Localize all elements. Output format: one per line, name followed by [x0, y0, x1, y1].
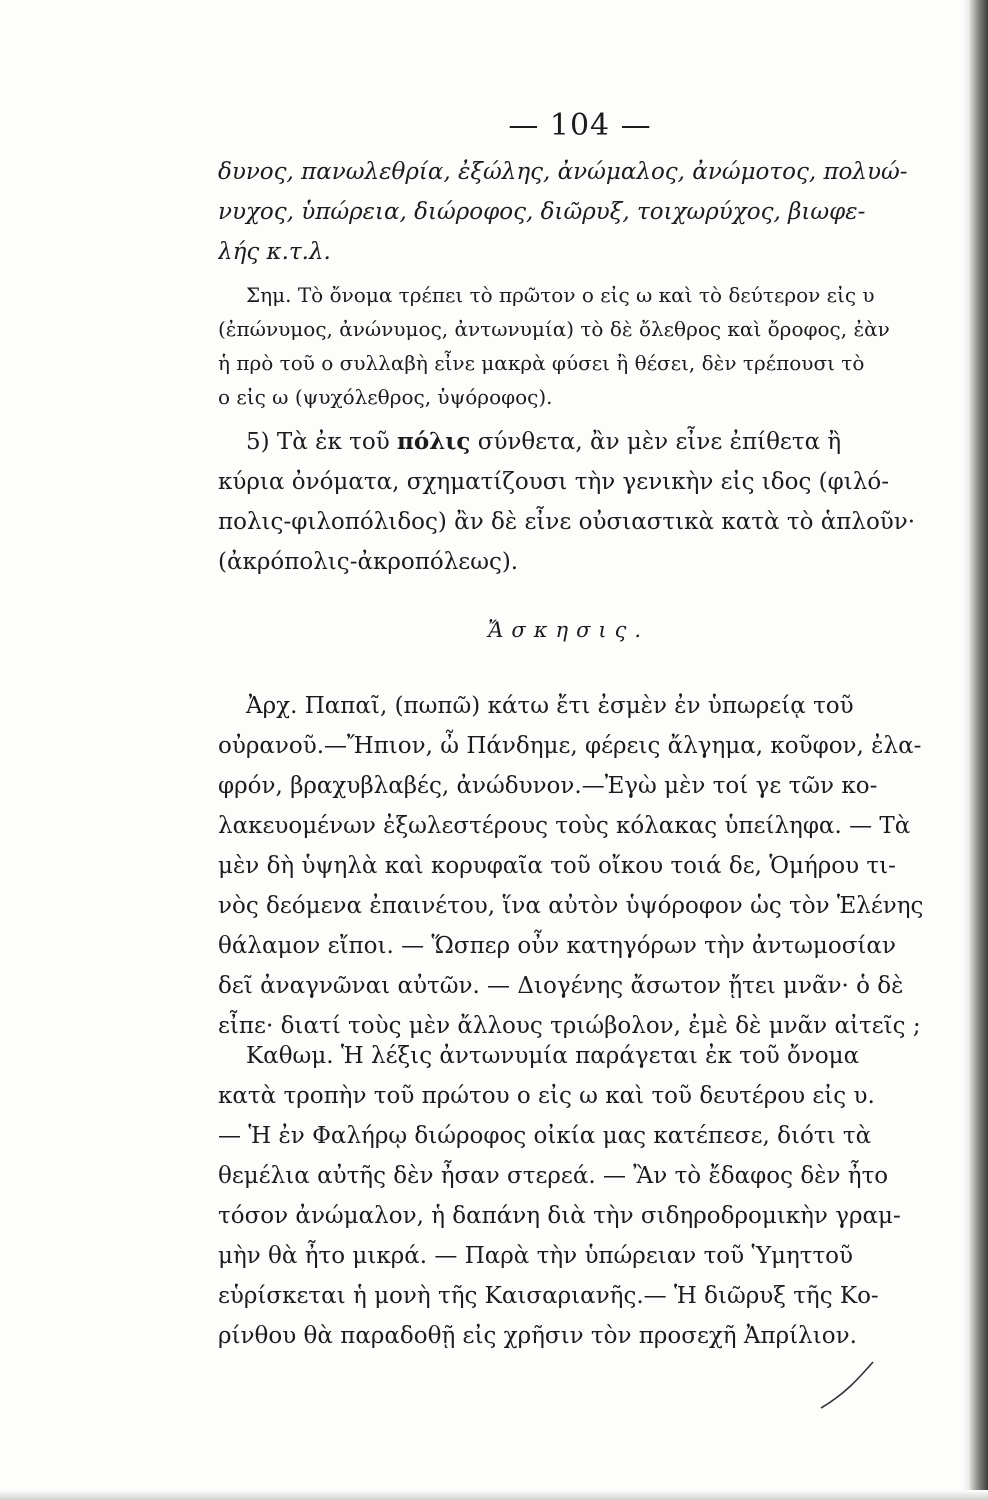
text-line: ἡ πρὸ τοῦ ο συλλαβὴ εἶνε μακρὰ φύσει ἢ θέσει, δὲν τρέπουσι τὸ	[218, 351, 865, 375]
rule-number: 5)	[246, 429, 270, 455]
text-line: θεμέλια αὐτῆς δὲν ἦσαν στερεά. — Ἂν τὸ ἔδαφος δὲν ἦτο	[218, 1163, 889, 1189]
exercise-modern-text	[218, 1036, 958, 1356]
text-line: κατὰ τροπὴν τοῦ πρώτου ο εἰς ω καὶ τοῦ δευτέρου εἰς υ.	[218, 1083, 875, 1109]
text-line: ρίνθου θὰ παραδοθῇ εἰς χρῆσιν τὸν προσεχῆ Ἀπρίλιον.	[218, 1323, 857, 1349]
text-line: Ἀρχ. Παπαῖ, (πωπῶ) κάτω ἔτι ἐσμὲν ἐν ὑπωρείᾳ τοῦ	[246, 693, 854, 719]
rule-5-paragraph	[218, 422, 958, 582]
text-line: δεῖ ἀναγνῶναι αὐτῶν. — Διογένης ἄσωτον ᾔτει μνᾶν· ὁ δὲ	[218, 973, 904, 999]
text-line: εὑρίσκεται ἡ μονὴ τῆς Καισαριανῆς.— Ἡ διῶρυξ τῆς Κο-	[218, 1283, 879, 1309]
text-line: νυχος, ὑπώρεια, διώροφος, διῶρυξ, τοιχωρύχος, βιωφε-	[218, 199, 866, 225]
rule-first-line	[218, 422, 958, 462]
text-line: οὐρανοῦ.—Ἤπιον, ὦ Πάνδημε, φέρεις ἄλγημα, κοῦφον, ἐλα-	[218, 733, 922, 759]
rule-text: σύνθετα, ἂν μὲν εἶνε ἐπίθετα ἢ	[477, 429, 842, 455]
text-line: ο εἰς ω (ψυχόλεθρος, ὑψόροφος).	[218, 385, 553, 409]
text-line: μὴν θὰ ἦτο μικρά. — Παρὰ τὴν ὑπώρειαν τοῦ Ὑμηττοῦ	[218, 1243, 854, 1269]
exercise-heading: Ἄσκησις.	[488, 618, 650, 642]
text-line: Καθωμ. Ἡ λέξις ἀντωνυμία παράγεται ἐκ τοῦ ὄνομα	[246, 1043, 860, 1069]
end-flourish-icon	[815, 1360, 875, 1410]
paragraph-word-list	[218, 152, 958, 272]
text-line: τόσον ἀνώμαλον, ἡ δαπάνη διὰ τὴν σιδηροδρομικὴν γραμ-	[218, 1203, 901, 1229]
note-paragraph	[218, 278, 958, 414]
text-line: μὲν δὴ ὑψηλὰ καὶ κορυφαῖα τοῦ οἴκου τοιά δε, Ὁμήρου τι-	[218, 853, 896, 879]
text-line: Σημ. Τὸ ὄνομα τρέπει τὸ πρῶτον ο εἰς ω καὶ τὸ δεύτερον εἰς υ	[246, 283, 875, 307]
text-line: δυνος, πανωλεθρία, ἐξώλης, ἀνώμαλος, ἀνώμοτος, πολυώ-	[218, 159, 908, 185]
page-edge	[970, 0, 988, 1500]
page-bottom-edge	[0, 1490, 988, 1500]
text-line: λής κ.τ.λ.	[218, 239, 331, 265]
text-line: (ἐπώνυμος, ἀνώνυμος, ἀντωνυμία) τὸ δὲ ὄλεθρος καὶ ὄροφος, ἐὰν	[218, 317, 890, 341]
text-line: νὸς δεόμενα ἐπαινέτου, ἵνα αὐτὸν ὑψόροφον ὡς τὸν Ἑλένης	[218, 893, 924, 919]
text-line: λακευομένων ἐξωλεστέρους τοὺς κόλακας ὑπείληφα. — Τὰ	[218, 813, 911, 839]
text-line: φρόν, βραχυβλαβές, ἀνώδυνον.—Ἐγὼ μὲν τοί γε τῶν κο-	[218, 773, 878, 799]
text-line: (ἀκρόπολις-ἀκροπόλεως).	[218, 549, 519, 575]
page-gutter-shadow	[962, 0, 970, 1500]
text-line: πολις-φιλοπόλιδος) ἂν δὲ εἶνε οὐσιαστικὰ κατὰ τὸ ἁπλοῦν·	[218, 509, 916, 535]
exercise-ancient-text	[218, 686, 958, 1046]
text-line: θάλαμον εἴποι. — Ὥσπερ οὖν κατηγόρων τὴν ἀντωμοσίαν	[218, 933, 896, 959]
text-line: — Ἡ ἐν Φαλήρῳ διώροφος οἰκία μας κατέπεσε, διότι τὰ	[218, 1123, 872, 1149]
page-number: — 104 —	[508, 108, 652, 143]
rule-keyword: πόλις	[397, 428, 471, 455]
text-line: εἶπε· διατί τοὺς μὲν ἄλλους τριώβολον, ἐμὲ δὲ μνᾶν αἰτεῖς ;	[218, 1013, 921, 1039]
rule-text: Τὰ ἐκ τοῦ	[276, 429, 390, 455]
text-line: κύρια ὀνόματα, σχηματίζουσι τὴν γενικὴν εἰς ιδος (φιλό-	[218, 469, 889, 495]
